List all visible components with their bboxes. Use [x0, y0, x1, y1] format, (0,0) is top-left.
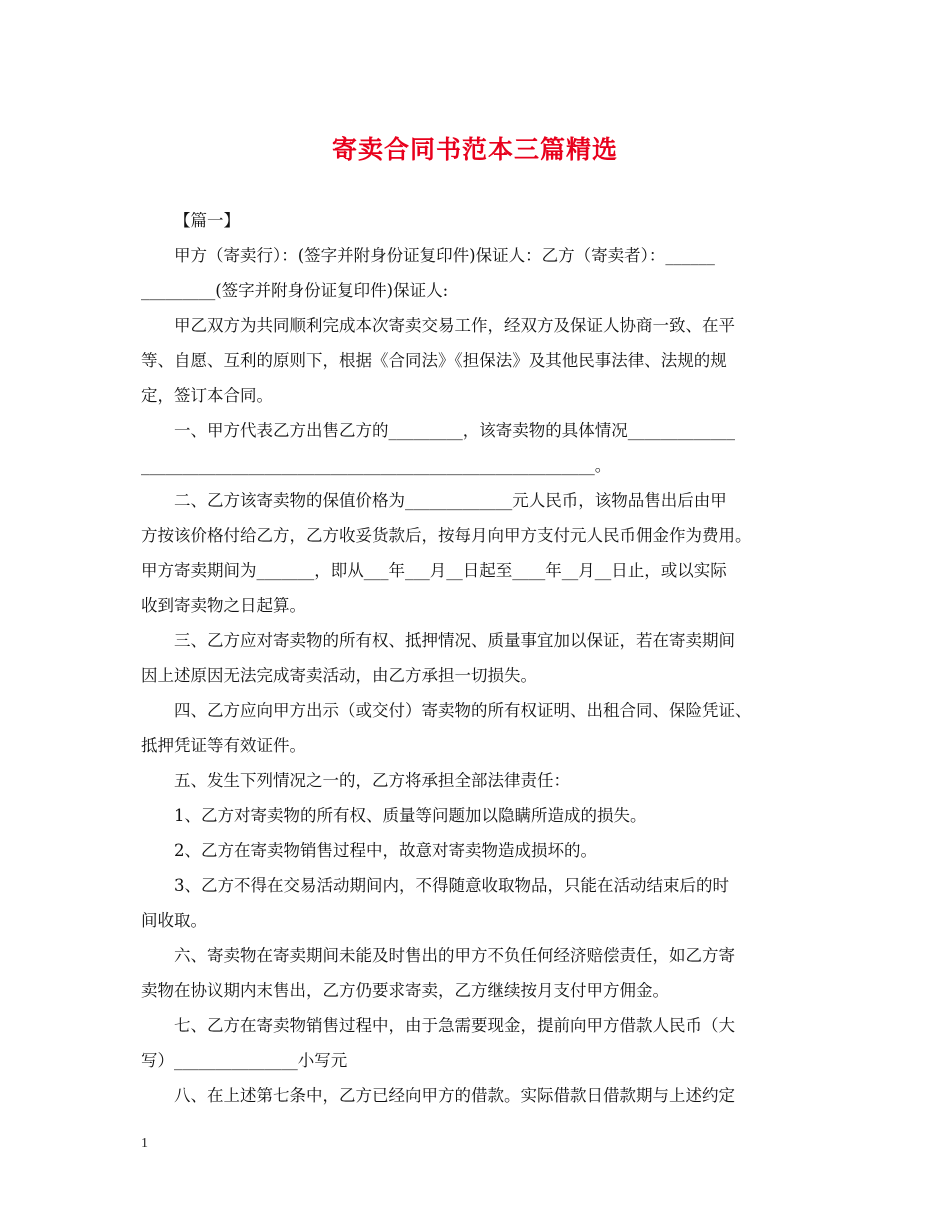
party-line-1: 甲方（寄卖行）：(签字并附身份证复印件)保证人：乙方（寄卖者）：______	[174, 246, 715, 265]
intro-line-2: 等、自愿、互利的原则下，根据《合同法》《担保法》及其他民事法律、法规的规	[141, 351, 727, 370]
intro-line-1: 甲乙双方为共同顺利完成本次寄卖交易工作，经双方及保证人协商一致、在平	[174, 316, 735, 335]
clause7-line-2: 写）_______________小写元	[141, 1051, 348, 1070]
document-body	[141, 203, 813, 1113]
intro-line-3: 定，签订本合同。	[141, 386, 273, 405]
clause3-line-2: 因上述原因无法完成寄卖活动，由乙方承担一切损失。	[141, 666, 537, 685]
section-heading: 【篇一】	[174, 211, 240, 230]
item2: 2、乙方在寄卖物销售过程中，故意对寄卖物造成损坏的。	[174, 841, 597, 860]
clause4-line-1: 四、乙方应向甲方出示（或交付）寄卖物的所有权证明、出租合同、保险凭证、	[174, 701, 752, 720]
item3-line-2: 间收取。	[141, 911, 207, 930]
clause2-line-3: 甲方寄卖期间为_______，即从___年___月__日起至____年__月__日止，或以实际	[141, 561, 727, 580]
clause1-line-2: _______________________________________________________。	[141, 456, 612, 475]
clause5: 五、发生下列情况之一的，乙方将承担全部法律责任：	[174, 771, 570, 790]
item1: 1、乙方对寄卖物的所有权、质量等问题加以隐瞒所造成的损失。	[174, 806, 647, 825]
document-title: 寄卖合同书范本三篇精选	[331, 135, 618, 164]
clause6-line-2: 卖物在协议期内末售出，乙方仍要求寄卖，乙方继续按月支付甲方佣金。	[141, 981, 669, 1000]
item3-line-1: 3、乙方不得在交易活动期间内，不得随意收取物品，只能在活动结束后的时	[174, 876, 729, 895]
clause4-line-2: 抵押凭证等有效证件。	[141, 736, 306, 755]
clause2-line-4: 收到寄卖物之日起算。	[141, 596, 306, 615]
clause1-line-1: 一、甲方代表乙方出售乙方的_________，该寄卖物的具体情况_____________	[174, 421, 735, 440]
clause2-line-2: 方按该价格付给乙方，乙方收妥货款后，按每月向甲方支付元人民币佣金作为费用。	[141, 526, 752, 545]
party-line-2: _________(签字并附身份证复印件)保证人:	[141, 281, 449, 300]
clause3-line-1: 三、乙方应对寄卖物的所有权、抵押情况、质量事宜加以保证，若在寄卖期间	[174, 631, 735, 650]
clause7-line-1: 七、乙方在寄卖物销售过程中，由于急需要现金，提前向甲方借款人民币（大	[174, 1016, 735, 1035]
clause6-line-1: 六、寄卖物在寄卖期间未能及时售出的甲方不负任何经济赔偿责任，如乙方寄	[174, 946, 735, 965]
clause8-line-1: 八、在上述第七条中，乙方已经向甲方的借款。实际借款日借款期与上述约定	[174, 1086, 735, 1105]
clause2-line-1: 二、乙方该寄卖物的保值价格为_____________元人民币，该物品售出后由甲	[174, 491, 727, 510]
page-number: 1	[141, 1136, 148, 1151]
